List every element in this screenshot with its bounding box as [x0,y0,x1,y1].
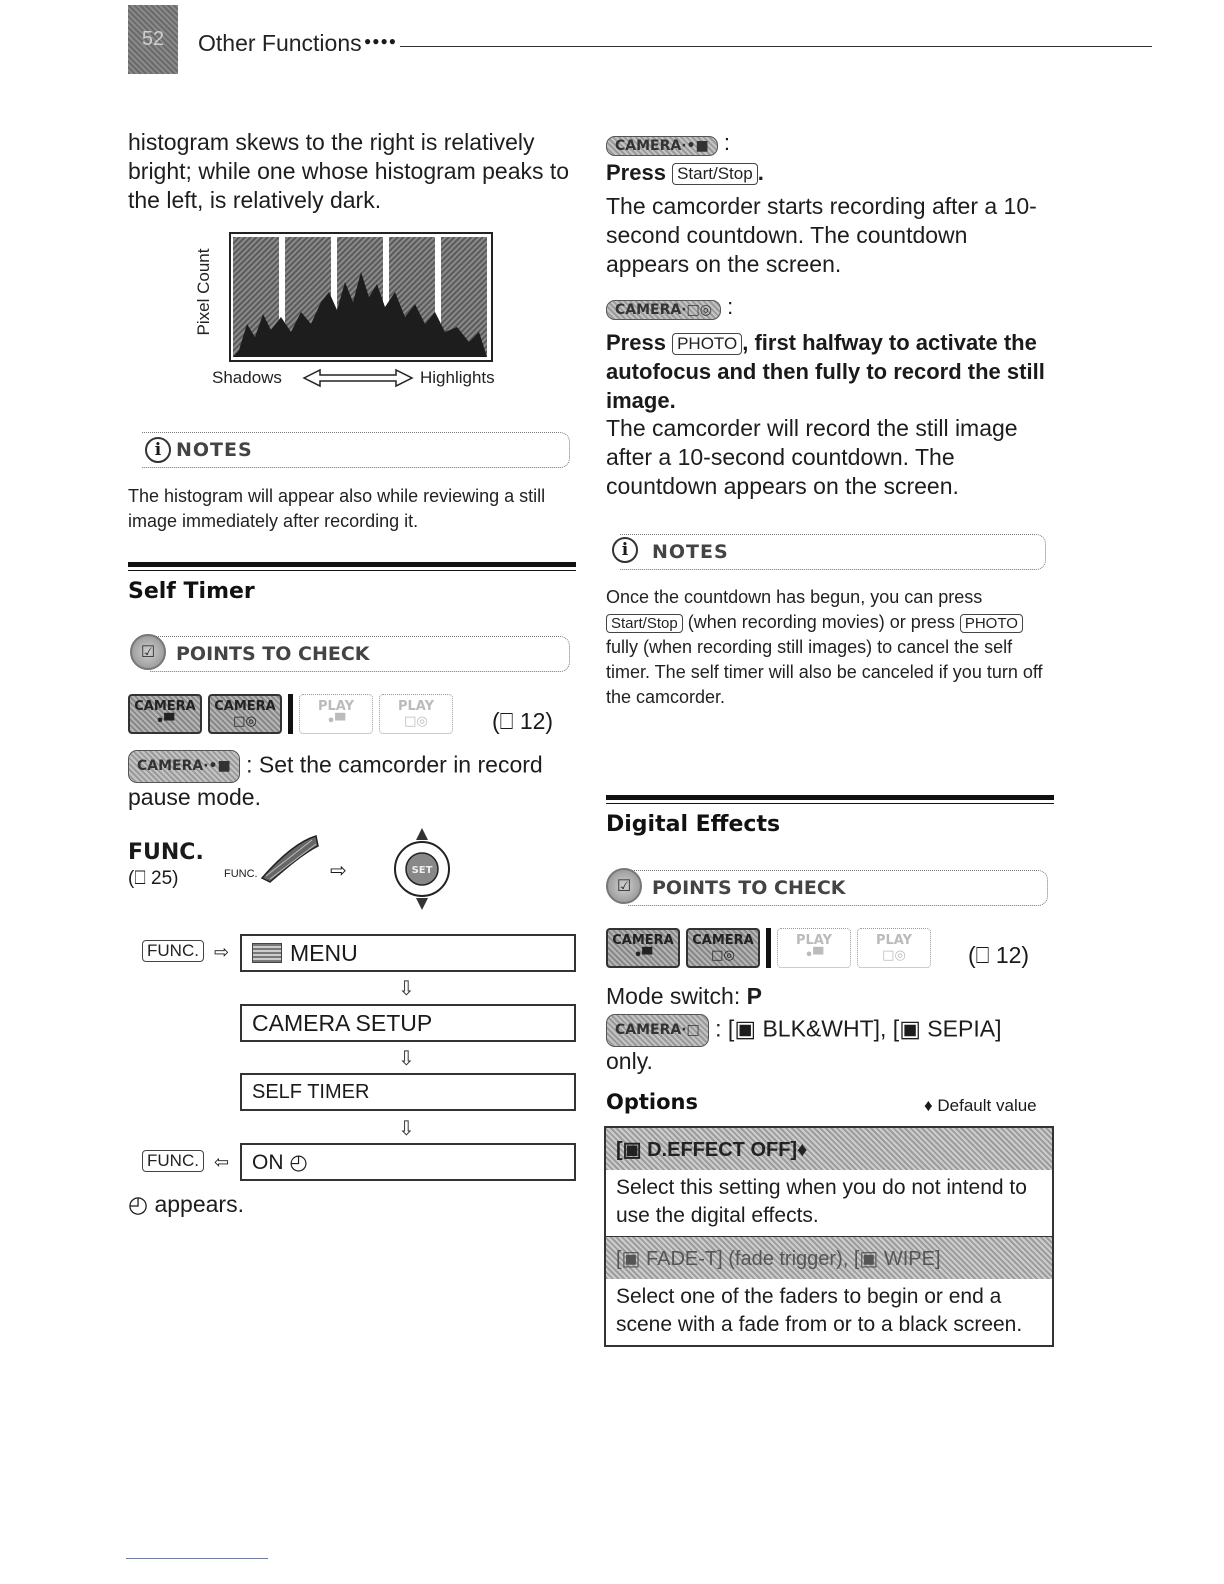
menu-step-on: ON ◴ [240,1143,576,1181]
self-timer-title: Self Timer [128,579,255,604]
digital-effects-mode-icons [606,928,931,968]
movie-mode-line: CAMERA·•■ : [606,130,730,156]
section-rule-2 [606,795,1054,800]
start-stop-key: Start/Stop [672,163,758,185]
func-key-2: FUNC. [142,1150,204,1172]
camera-movie-mode-icon-2: CAMERA •▀ [606,928,680,968]
menu-arrow-right: ⇨ [214,942,230,962]
checkmark-icon: ☑ [130,634,166,670]
section-rule [128,562,576,567]
menu-step-camera-setup: CAMERA SETUP [240,1004,576,1042]
menu-step-menu: MENU [240,934,576,972]
self-timer-mode-icons [128,694,453,734]
menu-icon [252,943,282,963]
func-label: FUNC. [128,840,204,865]
digital-effects-title: Digital Effects [606,812,781,837]
restriction-line: CAMERA·□ : [▣ BLK&WHT], [▣ SEPIA] only. [606,1015,1002,1074]
func-button-icon [256,832,322,884]
movie-countdown-text: The camcorder starts recording after a 10-second countdown. The countdown appears on the screen. [606,193,1037,277]
camera-still-pill-2: CAMERA·□ [606,1014,709,1047]
notes-label: NOTES [176,439,253,461]
options-table [604,1126,1054,1347]
func-next-arrow: ⇨ [330,860,347,882]
histogram-shadows-label: Shadows [212,368,282,387]
func-key-1: FUNC. [142,940,204,962]
camera-still-mode-icon-2: CAMERA □◎ [686,928,760,968]
self-timer-appears-text: ◴ appears. [128,1191,244,1217]
camera-still-pill: CAMERA·□◎ [606,300,721,320]
notes-text-2: Once the countdown has begun, you can press Start/Stop (when recording movies) or press PHOTO fully (when recording still images) to cancel the self timer. The self timer will also be canceled if you turn off the camcorder. [606,587,1043,707]
still-press-instruction: Press PHOTO , first halfway to activate the autofocus and then fully to record the still image. [606,330,1045,413]
option-body-effect-off: Select this setting when you do not intend to use the digital effects. [616,1176,1027,1227]
play-still-mode-icon: PLAY □◎ [379,694,453,734]
func-small-label: FUNC. [224,868,258,880]
photo-key-note: PHOTO [960,614,1023,633]
self-timer-mode-instruction [128,750,576,812]
digital-effects-page-ref: (⎕ 12) [968,942,1030,968]
page-header-title: Other Functions [198,30,362,56]
menu-arrow-left: ⇦ [214,1152,230,1172]
play-movie-mode-icon-2: PLAY •▀ [777,928,851,968]
start-stop-key-note: Start/Stop [606,614,683,633]
mode-divider [288,694,293,734]
histogram-intro-text: histogram skews to the right is relatively bright; while one whose histogram peaks to the left, is relatively dark. [128,129,570,213]
still-mode-line: CAMERA·□◎ : [606,294,733,320]
points-to-check-label: POINTS TO CHECK [176,643,370,665]
shadows-highlights-arrow [300,368,416,388]
histogram-y-label-wrap [184,232,224,360]
histogram-y-label: Pixel Count [194,248,213,336]
self-timer-page-ref: (⎕ 12) [492,708,554,734]
info-icon-2: i [612,537,638,563]
set-joystick-icon [390,826,454,912]
histogram-highlights-label: Highlights [420,368,495,387]
info-icon: i [145,437,171,463]
play-still-mode-icon-2: PLAY □◎ [857,928,931,968]
header-rule [400,46,1152,47]
default-value-note: ♦ Default value [924,1096,1037,1115]
checkmark-icon-2: ☑ [606,868,642,904]
play-movie-mode-icon: PLAY •▀ [299,694,373,734]
mode-divider-2 [766,928,771,968]
header-dots: ●●●● [364,34,397,48]
camera-movie-pill: CAMERA·•■ [128,750,240,783]
set-label: SET [411,865,433,876]
histogram-graph [229,232,493,362]
func-page-ref: (⎕ 25) [128,868,179,889]
mode-switch-line: Mode switch: P [606,983,762,1009]
camera-movie-mode-icon: CAMERA •▀ [128,694,202,734]
section-rule-thin-2 [606,803,1054,804]
notes-text: The histogram will appear also while reviewing a still image immediately after recording it. [128,486,546,531]
footer-rule [126,1558,268,1559]
photo-key: PHOTO [672,333,742,355]
points-to-check-label-2: POINTS TO CHECK [652,877,846,899]
option-head-effect-off: [▣ D.EFFECT OFF]♦ [606,1128,1052,1170]
menu-arrow-down-3: ⇩ [398,1118,415,1140]
menu-arrow-down-2: ⇩ [398,1048,415,1070]
camera-movie-pill-right: CAMERA·•■ [606,136,718,156]
menu-arrow-down-1: ⇩ [398,978,415,1000]
still-countdown-text: The camcorder will record the still image after a 10-second countdown. The countdown appears on the screen. [606,415,1018,499]
mode-instruction-text: : Set the camcorder in record pause mode. [128,751,543,810]
section-rule-thin [128,570,576,571]
page-number: 52 [128,5,178,74]
movie-press-line: Press Start/Stop . [606,160,764,185]
option-body-fade: Select one of the faders to begin or end a scene with a fade from or to a black screen. [616,1285,1023,1336]
option-head-fade: [▣ FADE-T] (fade trigger), [▣ WIPE] [606,1237,1052,1279]
notes-label-2: NOTES [652,541,729,563]
menu-step-self-timer: SELF TIMER [240,1073,576,1111]
options-label: Options [606,1090,698,1114]
camera-still-mode-icon: CAMERA □◎ [208,694,282,734]
